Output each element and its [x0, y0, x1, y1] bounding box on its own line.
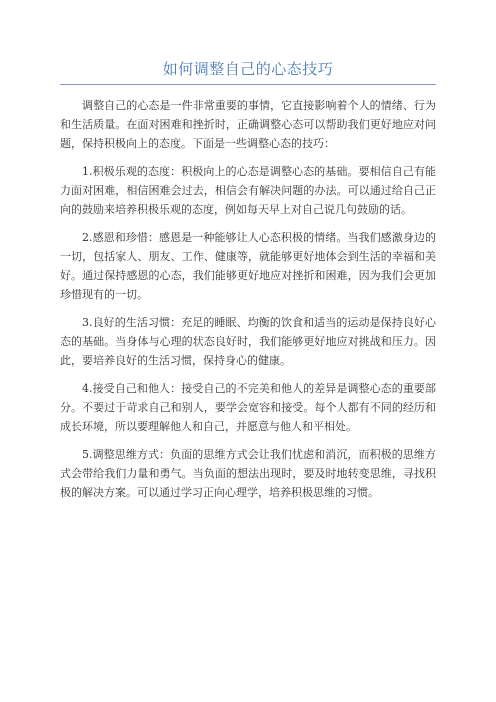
document-title: 如何调整自己的心态技巧	[162, 60, 334, 78]
paragraph-gratitude: 2.感恩和珍惜：感恩是一种能够让人心态积极的情绪。当我们感激身边的一切，包括家人、朋友、工作、健康等，就能够更好地体会到生活的幸福和美好。通过保持感恩的心态，我们能够更好地应对挫折和困难，因为我们会更加珍惜现有的一切。	[60, 231, 436, 301]
paragraph-thinking-style: 5.调整思维方式：负面的思维方式会让我们忧虑和消沉，而积极的思维方式会带给我们力量和勇气。当负面的想法出现时，要及时地转变思维，寻找积极的解决方案。可以通过学习正向心理学，培养积极思维的习惯。	[60, 448, 436, 499]
paragraph-acceptance: 4.接受自己和他人：接受自己的不完美和他人的差异是调整心态的重要部分。不要过于苛求自己和别人，要学会宽容和接受。每个人都有不同的经历和成长环境，所以要理解他人和自己，并愿意与他人和平相处。	[60, 382, 436, 433]
paragraph-positive-attitude: 1.积极乐观的态度：积极向上的心态是调整心态的基础。要相信自己有能力面对困难，相信困难会过去，相信会有解决问题的办法。可以通过给自己正向的鼓励来培养积极乐观的态度，例如每天早上对自己说几句鼓励的话。	[60, 165, 436, 216]
paragraph-intro: 调整自己的心态是一件非常重要的事情，它直接影响着个人的情绪、行为和生活质量。在面对困难和挫折时，正确调整心态可以帮助我们更好地应对问题，保持积极向上的态度。下面是一些调整心态的技巧：	[60, 99, 436, 150]
title-divider	[60, 84, 436, 85]
document-body	[60, 96, 436, 511]
paragraph-living-habits: 3.良好的生活习惯：充足的睡眠、均衡的饮食和适当的运动是保持良好心态的基础。当身体与心理的状态良好时，我们能够更好地应对挑战和压力。因此，要培养良好的生活习惯，保持身心的健康。	[60, 316, 436, 367]
